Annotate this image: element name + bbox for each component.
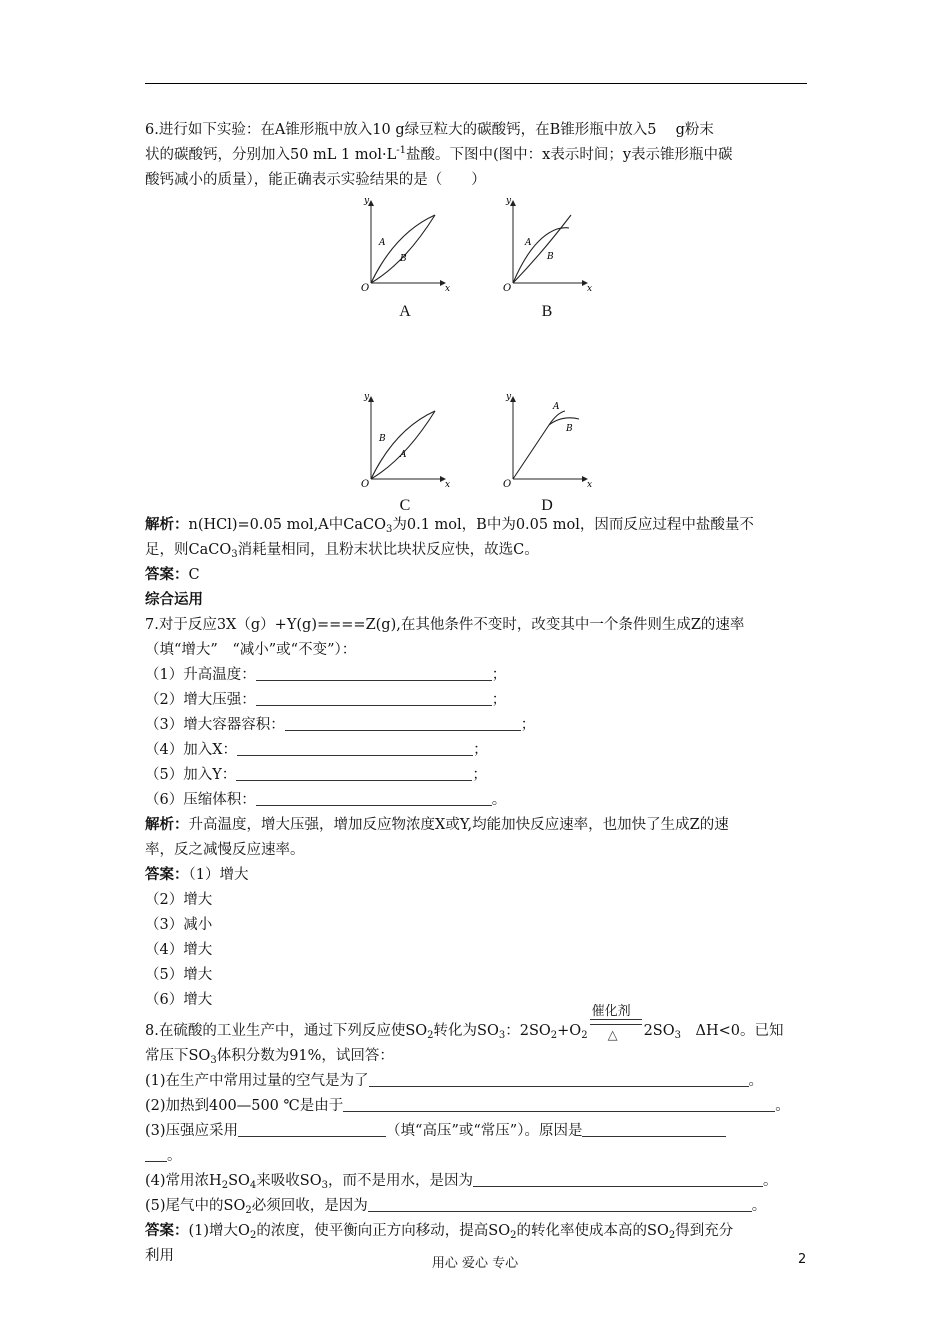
page-number: 2: [798, 1252, 807, 1267]
figure-b-graph: [487, 193, 607, 293]
footer-text: 用心 爱心 专心: [431, 1256, 519, 1271]
axis-y-label: y: [364, 392, 370, 402]
q7-item-3: （3）增大容器容积： ；: [145, 713, 807, 738]
axis-x-label: x: [587, 480, 593, 489]
q7-analysis-line2: 率，反之减慢反应速率。: [145, 842, 305, 858]
answer-blank[interactable]: [473, 1170, 763, 1187]
curve-b: [513, 215, 571, 283]
curve-a-label: A: [379, 238, 386, 248]
answer-blank[interactable]: [237, 739, 473, 756]
answer-blank[interactable]: [256, 689, 492, 706]
figure-b-label: B: [541, 303, 553, 320]
answer-blank[interactable]: [582, 1120, 726, 1137]
q8-line2: 常压下$SO_3$体积分数为91%，试回答：: [145, 1048, 394, 1066]
q8-item-3-cont: 。: [145, 1144, 807, 1169]
figure-b: [487, 193, 727, 320]
q6-line3: 酸钙减小的质量），能正确表示实验结果的是（ ）: [145, 172, 486, 188]
answer-blank[interactable]: [368, 1195, 752, 1212]
figure-c-label: C: [399, 497, 411, 514]
q6-line2: 状的碳酸钙，分别加入50 mL 1 $mol\cdot L^{-1}$盐酸。下图中(图中：x表示时间；y表示锥形瓶中碳: [145, 145, 733, 163]
q7-answer-5: （5）增大: [145, 967, 213, 983]
answer-blank[interactable]: [256, 789, 492, 806]
answer-blank[interactable]: [343, 1095, 775, 1112]
q7-line2: （填“增大” “减小”或“不变”）：: [145, 642, 357, 658]
figure-d: [487, 389, 727, 514]
q7-answer-2: （2）增大: [145, 892, 213, 908]
q8-item-3: (3)压强应采用 （填“高压”或“常压”）。原因是: [145, 1119, 807, 1144]
curve-b-label: B: [379, 434, 386, 444]
heat-label: △: [607, 1028, 618, 1043]
q7-item-6: （6）压缩体积： 。: [145, 788, 807, 813]
q7-item-1: （1）升高温度： ；: [145, 663, 807, 688]
q8-answer-line2: 利用: [145, 1248, 174, 1264]
q7-item-5: （5）加入Y： ；: [145, 763, 807, 788]
q7-item-4: （4）加入X： ；: [145, 738, 807, 763]
curve-b-label: B: [400, 254, 407, 264]
origin-label: O: [361, 479, 370, 489]
origin-label: O: [503, 479, 512, 489]
q7-answer-3: （3）减小: [145, 917, 213, 933]
figure-a-graph: [345, 193, 465, 293]
answer-blank[interactable]: [238, 1120, 386, 1137]
page-content: [145, 118, 807, 1269]
q6-line1: 6.进行如下实验：在A锥形瓶中放入10 g绿豆粒大的碳酸钙，在B锥形瓶中放入5 g粉末: [145, 122, 714, 138]
q8-item-4: (4)常用浓$H_2SO_4$来吸收$SO_3$，而不是用水，是因为 。: [145, 1169, 807, 1194]
curve-a-label: A: [400, 450, 407, 460]
q7-answer-6: （6）增大: [145, 992, 213, 1008]
curve-b-label: B: [566, 424, 573, 434]
figure-c-graph: [345, 389, 465, 489]
q8-item-2: (2)加热到400—500 ℃是由于 。: [145, 1094, 807, 1119]
q7-answer-4: （4）增大: [145, 942, 213, 958]
answer-blank[interactable]: [236, 764, 472, 781]
q8-answer-line1: 答案：(1)增大$O_2$的浓度，使平衡向正方向移动，提高$SO_2$的转化率使成本高的$SO_2$得到充分: [145, 1223, 734, 1241]
figure-d-graph: [487, 389, 607, 489]
answer-blank[interactable]: [285, 714, 521, 731]
curve-a: [371, 215, 435, 283]
q7-answer-1: 答案：（1）增大: [145, 867, 249, 883]
curve-b-label: B: [547, 252, 554, 262]
answer-blank[interactable]: [145, 1145, 167, 1162]
q8-item-1: (1)在生产中常用过量的空气是为了 。: [145, 1069, 807, 1094]
q6-answer: 答案：C: [145, 567, 200, 583]
curve-b: [371, 411, 435, 479]
q7-line1: 7.对于反应3X（g）+Y(g)====Z(g),在其他条件不变时，改变其中一个条件则生成Z的速率: [145, 617, 745, 633]
axis-x-label: x: [587, 284, 593, 293]
q7-item-2: （2）增大压强： ；: [145, 688, 807, 713]
q6-analysis-line1: 解析：n(HCl)=0.05 mol,A中CaCO$_3$为0.1 mol，B中为0.05 mol，因而反应过程中盐酸量不: [145, 517, 754, 535]
catalyst-label: 催化剂: [591, 1004, 631, 1019]
curve-b: [371, 215, 435, 283]
answer-blank[interactable]: [256, 664, 492, 681]
reaction-arrow: [588, 1004, 644, 1043]
axis-y-label: y: [506, 196, 512, 206]
curve-a-label: A: [525, 238, 532, 248]
figure-a-label: A: [399, 303, 411, 320]
origin-label: O: [503, 283, 512, 293]
answer-blank[interactable]: [369, 1070, 749, 1087]
curve-a: [513, 411, 565, 479]
curve-a: [371, 411, 435, 479]
figure-d-label: D: [541, 497, 553, 514]
q8-line1: 8.在硫酸的工业生产中，通过下列反应使$SO_2$转化为$SO_3$：$2SO_2+O_2$ 催化剂 △ $2SO_3$ ΔH<0。已知: [145, 1019, 807, 1044]
axis-y-label: y: [364, 196, 370, 206]
axis-x-label: x: [445, 480, 451, 489]
q7-analysis-line1: 解析：升高温度，增大压强，增加反应物浓度X或Y,均能加快反应速率，也加快了生成Z的速: [145, 817, 729, 833]
q6-figures: [145, 193, 807, 513]
section-heading: 综合运用: [145, 592, 203, 608]
header-rule: [145, 83, 807, 84]
q8-item-5: (5)尾气中的$SO_2$必须回收，是因为 。: [145, 1194, 807, 1219]
curve-a-label: A: [553, 402, 560, 412]
q6-analysis-line2: 足，则CaCO$_3$消耗量相同，且粉末状比块状反应快，故选C。: [145, 542, 539, 560]
axis-y-label: y: [506, 392, 512, 402]
origin-label: O: [361, 283, 370, 293]
axis-x-label: x: [445, 284, 451, 293]
